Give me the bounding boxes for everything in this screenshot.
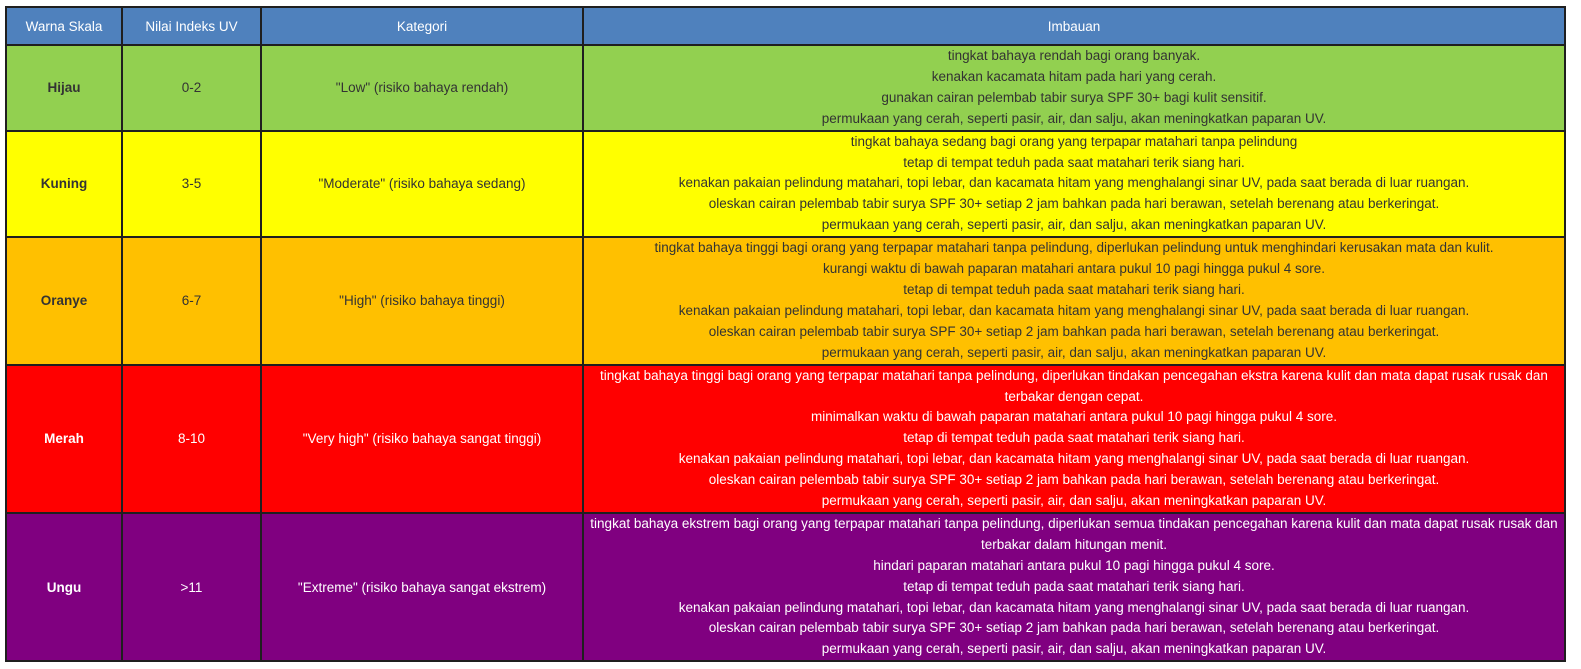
table-row (6, 131, 1565, 238)
header-advice: Imbauan (583, 7, 1565, 45)
advice-line: hindari paparan matahari antara pukul 10 pagi hingga pukul 4 sore. (873, 557, 1275, 573)
table-row (6, 237, 1565, 364)
color-name-cell: Hijau (6, 45, 122, 131)
advice-line: minimalkan waktu di bawah paparan matahari antara pukul 10 pagi hingga pukul 4 sore. (810, 409, 1338, 425)
advice-cell (583, 365, 1565, 513)
color-name-cell: Merah (6, 365, 122, 513)
advice-line: kurangi waktu di bawah paparan matahari antara pukul 10 pagi hingga pukul 4 sore. (822, 261, 1326, 277)
advice-cell (583, 513, 1565, 661)
advice-line: tingkat bahaya tinggi bagi orang yang terpapar matahari tanpa pelindung, diperlukan pelindung untuk menghindari kerusakan mata dan kulit. (654, 240, 1494, 256)
advice-line: gunakan cairan pelembab tabir surya SPF 30+ bagi kulit sensitif. (881, 89, 1267, 105)
advice-line: tetap di tempat teduh pada saat matahari terik siang hari. (903, 578, 1245, 594)
advice-line: oleskan cairan pelembab tabir surya SPF 30+ setiap 2 jam bahkan pada hari berawan, setelah berenang atau berkeringat. (708, 323, 1440, 339)
advice-line: permukaan yang cerah, seperti pasir, air, dan salju, akan meningkatkan paparan UV. (821, 493, 1327, 509)
uv-index-cell: 3-5 (122, 131, 261, 238)
advice-cell (583, 131, 1565, 238)
advice-line: permukaan yang cerah, seperti pasir, air, dan salju, akan meningkatkan paparan UV. (821, 110, 1327, 126)
advice-line: tetap di tempat teduh pada saat matahari terik siang hari. (903, 281, 1245, 297)
color-name-cell: Kuning (6, 131, 122, 238)
header-color-scale: Warna Skala (6, 7, 122, 45)
table-row (6, 365, 1565, 513)
header-category: Kategori (261, 7, 583, 45)
advice-cell (583, 45, 1565, 131)
category-cell: "Extreme" (risiko bahaya sangat ekstrem) (261, 513, 583, 661)
uv-index-cell: 6-7 (122, 237, 261, 364)
advice-line: tingkat bahaya ekstrem bagi orang yang terpapar matahari tanpa pelindung, diperlukan semua tindakan pencegahan karena kulit dan mata dapat rusak rusak dan terbakar dalam hitungan menit. (590, 515, 1558, 552)
category-cell: "High" (risiko bahaya tinggi) (261, 237, 583, 364)
category-cell: "Low" (risiko bahaya rendah) (261, 45, 583, 131)
category-cell: "Moderate" (risiko bahaya sedang) (261, 131, 583, 238)
advice-line: tetap di tempat teduh pada saat matahari terik siang hari. (903, 154, 1245, 170)
advice-line: kenakan pakaian pelindung matahari, topi lebar, dan kacamata hitam yang menghalangi sinar UV, pada saat berada di luar ruangan. (678, 599, 1470, 615)
advice-line: kenakan pakaian pelindung matahari, topi lebar, dan kacamata hitam yang menghalangi sinar UV, pada saat berada di luar ruangan. (678, 175, 1470, 191)
color-name-cell: Ungu (6, 513, 122, 661)
uv-index-cell: 8-10 (122, 365, 261, 513)
advice-line: permukaan yang cerah, seperti pasir, air, dan salju, akan meningkatkan paparan UV. (821, 344, 1327, 360)
advice-cell (583, 237, 1565, 364)
advice-line: tingkat bahaya rendah bagi orang banyak. (947, 48, 1201, 63)
header-row (6, 7, 1565, 45)
header-uv-index: Nilai Indeks UV (122, 7, 261, 45)
advice-line: oleskan cairan pelembab tabir surya SPF 30+ setiap 2 jam bahkan pada hari berawan, setelah berenang atau berkeringat. (708, 472, 1440, 488)
uv-index-cell: 0-2 (122, 45, 261, 131)
advice-line: kenakan kacamata hitam pada hari yang cerah. (931, 68, 1217, 84)
table-row (6, 45, 1565, 131)
advice-line: permukaan yang cerah, seperti pasir, air, dan salju, akan meningkatkan paparan UV. (821, 641, 1327, 657)
uv-index-table (5, 6, 1566, 662)
advice-line: tingkat bahaya tinggi bagi orang yang terpapar matahari tanpa pelindung, diperlukan tindakan pencegahan ekstra karena kulit dan mata dapat rusak rusak dan terbakar dengan cepat. (600, 367, 1548, 404)
advice-line: oleskan cairan pelembab tabir surya SPF 30+ setiap 2 jam bahkan pada hari berawan, setelah berenang atau berkeringat. (708, 196, 1440, 212)
advice-line: oleskan cairan pelembab tabir surya SPF 30+ setiap 2 jam bahkan pada hari berawan, setelah berenang atau berkeringat. (708, 620, 1440, 636)
table-row (6, 513, 1565, 661)
color-name-cell: Oranye (6, 237, 122, 364)
uv-index-cell: >11 (122, 513, 261, 661)
advice-line: kenakan pakaian pelindung matahari, topi lebar, dan kacamata hitam yang menghalangi sinar UV, pada saat berada di luar ruangan. (678, 302, 1470, 318)
advice-line: kenakan pakaian pelindung matahari, topi lebar, dan kacamata hitam yang menghalangi sinar UV, pada saat berada di luar ruangan. (678, 451, 1470, 467)
advice-line: permukaan yang cerah, seperti pasir, air, dan salju, akan meningkatkan paparan UV. (821, 217, 1327, 233)
advice-line: tetap di tempat teduh pada saat matahari terik siang hari. (903, 430, 1245, 446)
advice-line: tingkat bahaya sedang bagi orang yang terpapar matahari tanpa pelindung (850, 133, 1298, 149)
category-cell: "Very high" (risiko bahaya sangat tinggi) (261, 365, 583, 513)
